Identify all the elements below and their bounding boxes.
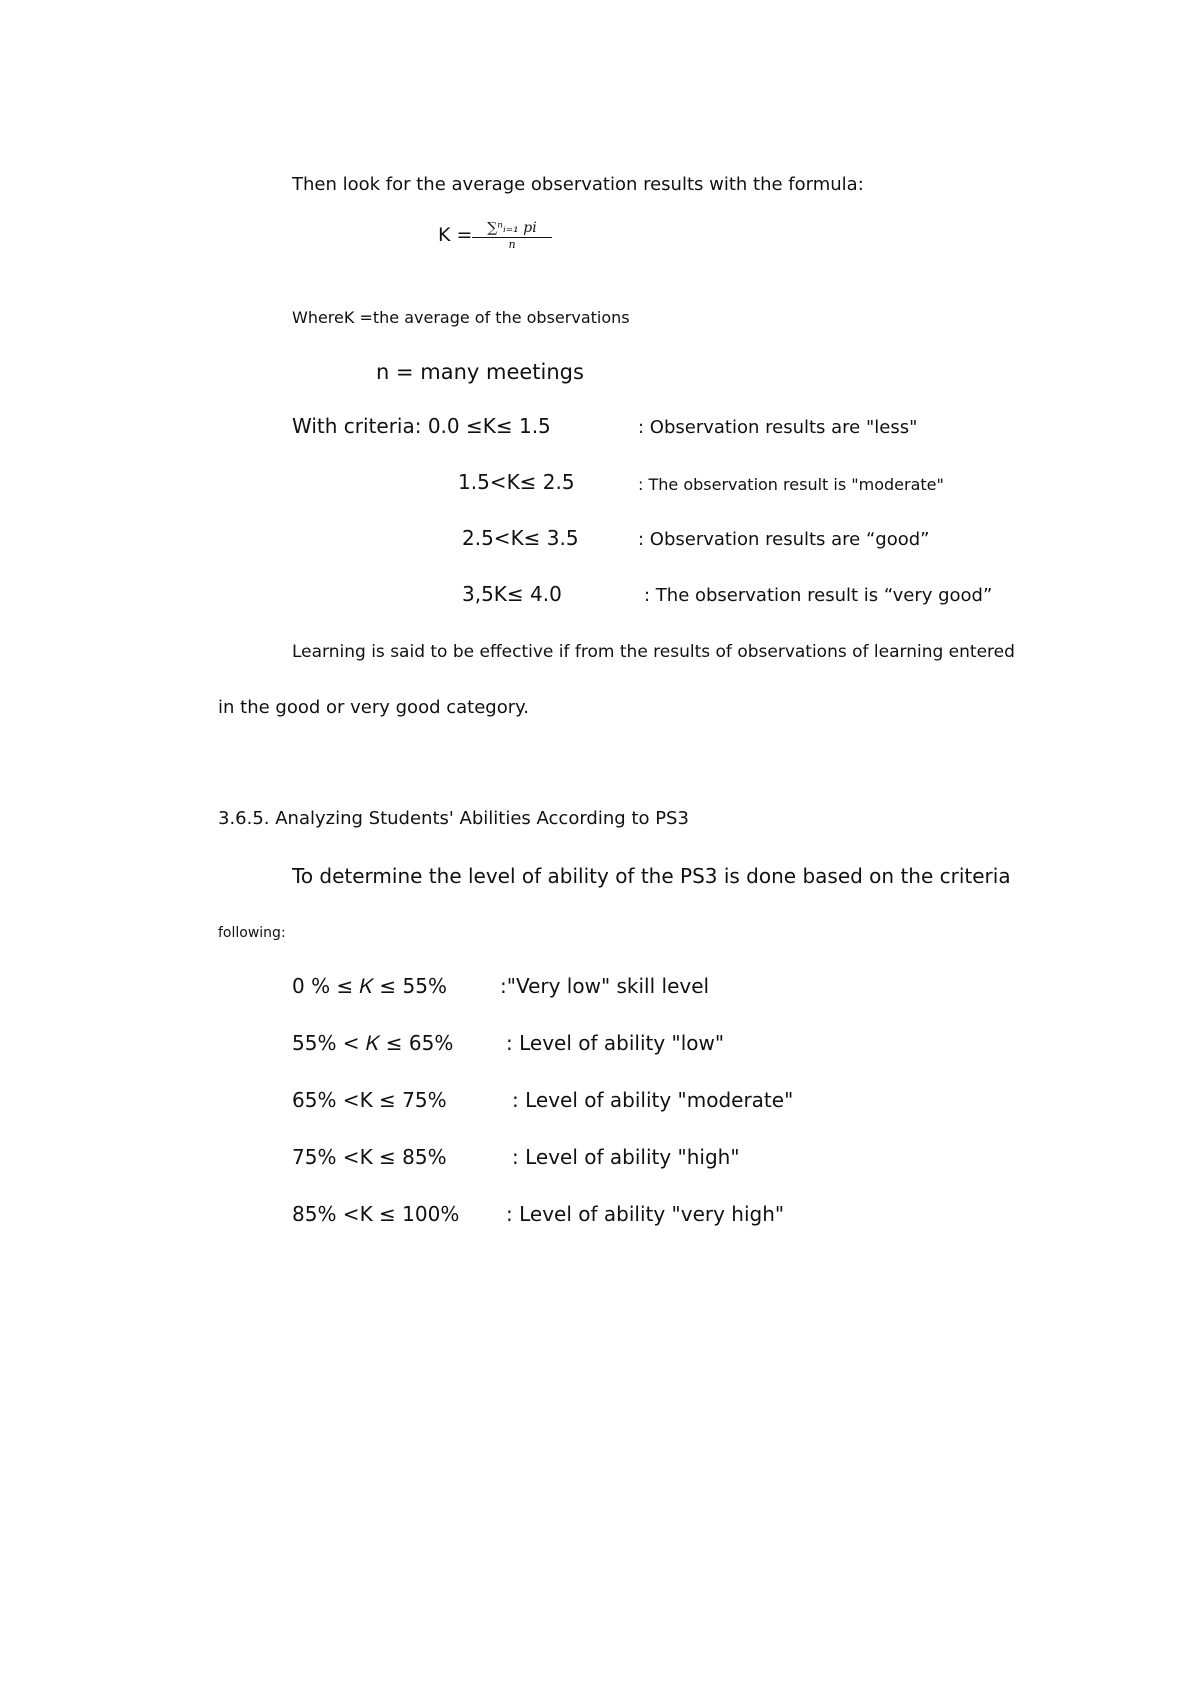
following-text: following: — [218, 925, 286, 941]
level-range-4: 85% <K ≤ 100% — [292, 1202, 460, 1226]
intro-text: Then look for the average observation results with the formula: — [292, 174, 864, 195]
criteria-desc-0: : Observation results are "less" — [638, 417, 918, 438]
level-desc-1: : Level of ability "low" — [506, 1031, 725, 1055]
criteria-range-0: With criteria: 0.0 ≤K≤ 1.5 — [292, 414, 551, 438]
criteria-range-3: 3,5K≤ 4.0 — [462, 582, 562, 606]
criteria-desc-3: : The observation result is “very good” — [644, 585, 993, 606]
level-desc-4: : Level of ability "very high" — [506, 1202, 785, 1226]
formula-fraction — [472, 220, 552, 252]
formula-numerator: ∑ⁿᵢ₌₁ pi — [472, 220, 552, 238]
effective-text-line1: Learning is said to be effective if from the results of observations of learning entered — [292, 642, 1015, 662]
effective-text-line2: in the good or very good category. — [218, 697, 529, 718]
criteria-range-2: 2.5<K≤ 3.5 — [462, 526, 579, 550]
section-heading: 3.6.5. Analyzing Students' Abilities According to PS3 — [218, 808, 689, 829]
criteria-desc-1: : The observation result is "moderate" — [638, 475, 944, 494]
criteria-range-1: 1.5<K≤ 2.5 — [458, 470, 575, 494]
level-desc-2: : Level of ability "moderate" — [512, 1088, 794, 1112]
n-definition: n = many meetings — [376, 360, 584, 384]
formula-lhs: K = — [438, 224, 473, 246]
level-desc-3: : Level of ability "high" — [512, 1145, 740, 1169]
level-desc-0: :"Very low" skill level — [500, 974, 710, 998]
average-formula — [438, 220, 537, 251]
level-range-1: 55% < 𝐾 ≤ 65% — [292, 1031, 454, 1055]
level-range-2: 65% <K ≤ 75% — [292, 1088, 447, 1112]
formula-denominator: n — [508, 238, 516, 251]
where-text: WhereK =the average of the observations — [292, 308, 630, 327]
ps3-intro-text: To determine the level of ability of the PS3 is done based on the criteria — [292, 864, 1011, 888]
level-range-3: 75% <K ≤ 85% — [292, 1145, 447, 1169]
criteria-desc-2: : Observation results are “good” — [638, 529, 930, 550]
level-range-0: 0 % ≤ 𝐾 ≤ 55% — [292, 974, 447, 998]
